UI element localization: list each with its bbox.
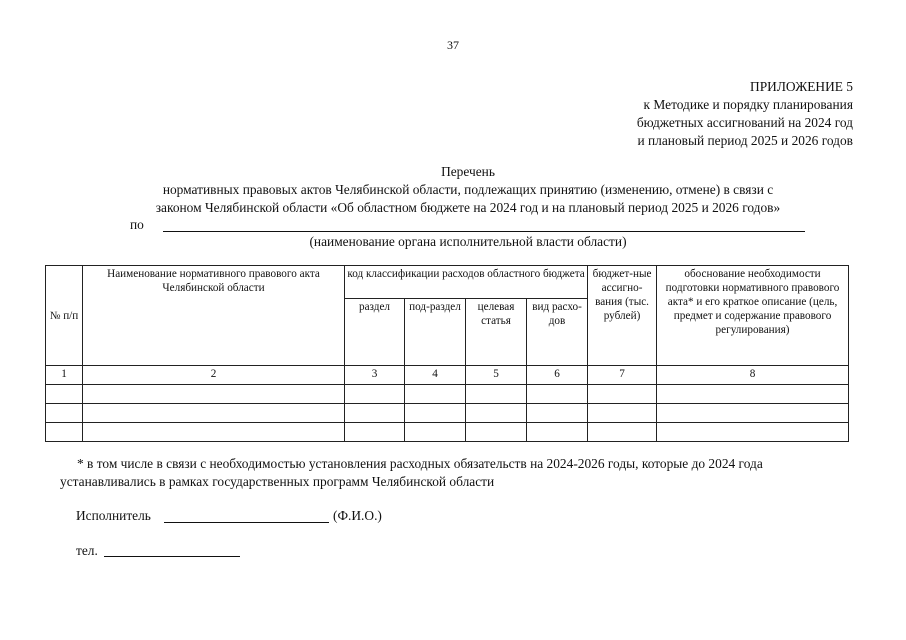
organ-caption: (наименование органа исполнительной власти области) xyxy=(309,234,627,249)
table-cell xyxy=(466,385,527,404)
table-cell xyxy=(83,423,345,442)
phone-label: тел. xyxy=(76,543,98,558)
column-number: 6 xyxy=(527,366,588,385)
table-cell xyxy=(46,385,83,404)
table-cell xyxy=(345,423,405,442)
table-row xyxy=(46,423,849,442)
header-act-name: Наименование нормативного правового акта Челябинской области xyxy=(83,266,345,366)
header-subsection: под-раздел xyxy=(405,299,466,366)
table-cell xyxy=(527,404,588,423)
table-cell xyxy=(46,404,83,423)
column-number: 4 xyxy=(405,366,466,385)
column-number: 1 xyxy=(46,366,83,385)
header-classification-code: код классификации расходов областного бюджета xyxy=(345,266,588,299)
column-number: 8 xyxy=(657,366,849,385)
header-target-article: целевая статья xyxy=(466,299,527,366)
table-cell xyxy=(527,385,588,404)
table-cell xyxy=(405,404,466,423)
document-title xyxy=(0,163,906,217)
title-heading: Перечень xyxy=(441,164,495,179)
column-number: 2 xyxy=(83,366,345,385)
table-cell xyxy=(46,423,83,442)
phone-blank xyxy=(104,556,240,557)
table-cell xyxy=(345,404,405,423)
header-section: раздел xyxy=(345,299,405,366)
title-line: законом Челябинской области «Об областном бюджете на 2024 год и на плановый период 2025 и 2026 годов» xyxy=(155,200,781,215)
table-cell xyxy=(588,404,657,423)
table-cell xyxy=(657,423,849,442)
column-numbers-row xyxy=(46,366,849,385)
appendix-line: бюджетных ассигнований на 2024 год xyxy=(636,115,853,130)
column-number: 5 xyxy=(466,366,527,385)
table-cell xyxy=(588,385,657,404)
header-budget-allocations: бюджет-ные ассигно-вания (тыс. рублей) xyxy=(588,266,657,366)
table-cell xyxy=(466,423,527,442)
table-cell xyxy=(657,404,849,423)
table-cell xyxy=(527,423,588,442)
appendix-header xyxy=(553,78,853,150)
table-cell xyxy=(466,404,527,423)
table-cell xyxy=(83,385,345,404)
table-row xyxy=(46,385,849,404)
appendix-line: к Методике и порядку планирования xyxy=(643,97,853,112)
table-row xyxy=(46,404,849,423)
organ-name-blank xyxy=(163,231,805,232)
table-cell xyxy=(588,423,657,442)
header-number: № п/п xyxy=(46,266,83,366)
appendix-line: и плановый период 2025 и 2026 годов xyxy=(637,133,853,148)
page-number: 37 xyxy=(447,38,459,52)
executor-fio-label: (Ф.И.О.) xyxy=(333,508,382,523)
column-number: 7 xyxy=(588,366,657,385)
po-label: по xyxy=(130,217,144,232)
appendix-title: ПРИЛОЖЕНИЕ 5 xyxy=(750,79,853,94)
footnote: * в том числе в связи с необходимостью установления расходных обязательств на 2024-2026 годы, которые до 2024 года xyxy=(77,456,763,471)
table-cell xyxy=(405,423,466,442)
table-cell xyxy=(83,404,345,423)
executor-label: Исполнитель xyxy=(76,508,151,523)
executor-blank xyxy=(164,522,329,523)
table-cell xyxy=(657,385,849,404)
header-justification: обоснование необходимости подготовки нормативного правового акта* и его краткое описание (цель, предмет и содержание правового регулирования) xyxy=(657,266,849,366)
acts-table xyxy=(45,265,849,442)
column-number: 3 xyxy=(345,366,405,385)
title-line: нормативных правовых актов Челябинской области, подлежащих принятию (изменению, отмене) в связи с xyxy=(162,182,774,197)
table-cell xyxy=(405,385,466,404)
table-cell xyxy=(345,385,405,404)
header-expense-type: вид расхо-дов xyxy=(527,299,588,366)
footnote-continuation: устанавливались в рамках государственных программ Челябинской области xyxy=(60,474,495,489)
